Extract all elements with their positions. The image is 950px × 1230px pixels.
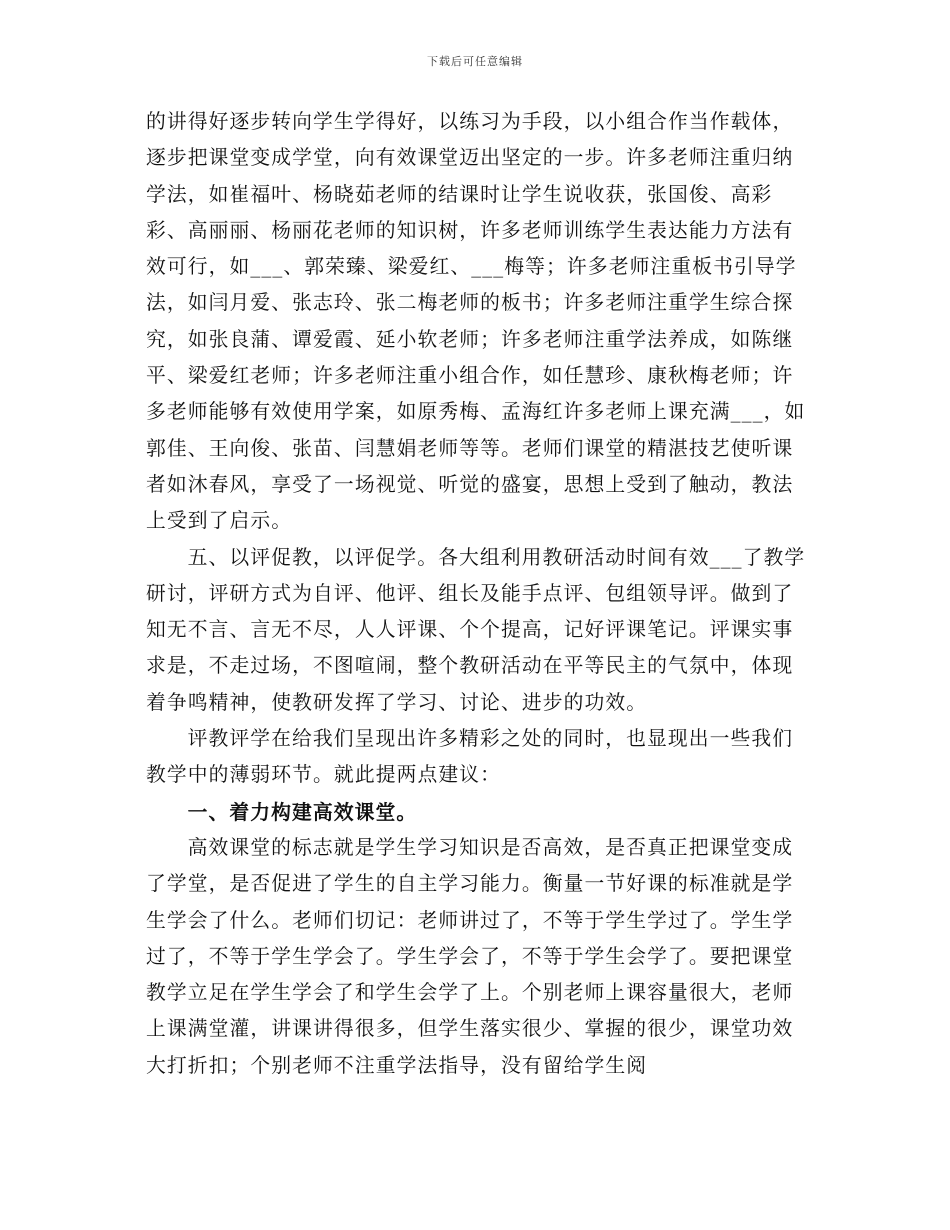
paragraph-continuation: 的讲得好逐步转向学生学得好，以练习为手段，以小组合作当作载体，逐步把课堂变成学堂，向有效课堂迈出坚定的一步。许多老师注重归纳学法，如崔福叶、杨晓茹老师的结课时让学生说收获，张国俊、高彩彩、高丽丽、杨丽花老师的知识树，许多老师训练学生表达能力方法有效可行，如___、郭荣臻、梁爱红、___梅等；许多老师注重板书引导学法，如闫月爱、张志玲、张二梅老师的板书；许多老师注重学生综合探究，如张良蒲、谭爱霞、延小软老师；许多老师注重学法养成，如陈继平、梁爱红老师；许多老师注重小组合作，如任慧珍、康秋梅老师；许多老师能够有效使用学案，如原秀梅、孟海红许多老师上课充满___，如郭佳、王向俊、张苗、闫慧娟老师等等。老师们课堂的精湛技艺使听课者如沐春风，享受了一场视觉、听觉的盛宴，思想上受到了触动，教法上受到了启示。 <box>146 110 806 533</box>
paragraph-section-five: 五、以评促教，以评促学。各大组利用教研活动时间有效___了教学研讨，评研方式为自评、他评、组长及能手点评、包组领导评。做到了知无不言、言无不尽，人人评课、个个提高，记好评课笔记。评课实事求是，不走过场，不图喧闹，整个教研活动在平等民主的气氛中，体现着争鸣精神，使教研发挥了学习、讨论、进步的功效。 <box>146 545 806 714</box>
page-header: 下载后可任意编辑 <box>427 55 523 68</box>
document-body <box>146 104 810 1084</box>
section-heading: 一、着力构建高效课堂。 <box>187 799 418 824</box>
paragraph-efficient-classroom: 高效课堂的标志就是学生学习知识是否高效，是否真正把课堂变成了学堂，是否促进了学生的自主学习能力。衡量一节好课的标准就是学生学会了什么。老师们切记：老师讲过了，不等于学生学过了。学生学过了，不等于学生学会了。学生学会了，不等于学生会学了。要把课堂教学立足在学生学会了和学生会学了上。个别老师上课容量很大，老师上课满堂灌，讲课讲得很多，但学生落实很少、掌握的很少，课堂功效大打折扣；个别老师不注重学法指导，没有留给学生阅 <box>146 835 794 1077</box>
paragraph-suggestions-intro: 评教评学在给我们呈现出许多精彩之处的同时，也显现出一些我们教学中的薄弱环节。就此提两点建议： <box>146 727 794 787</box>
